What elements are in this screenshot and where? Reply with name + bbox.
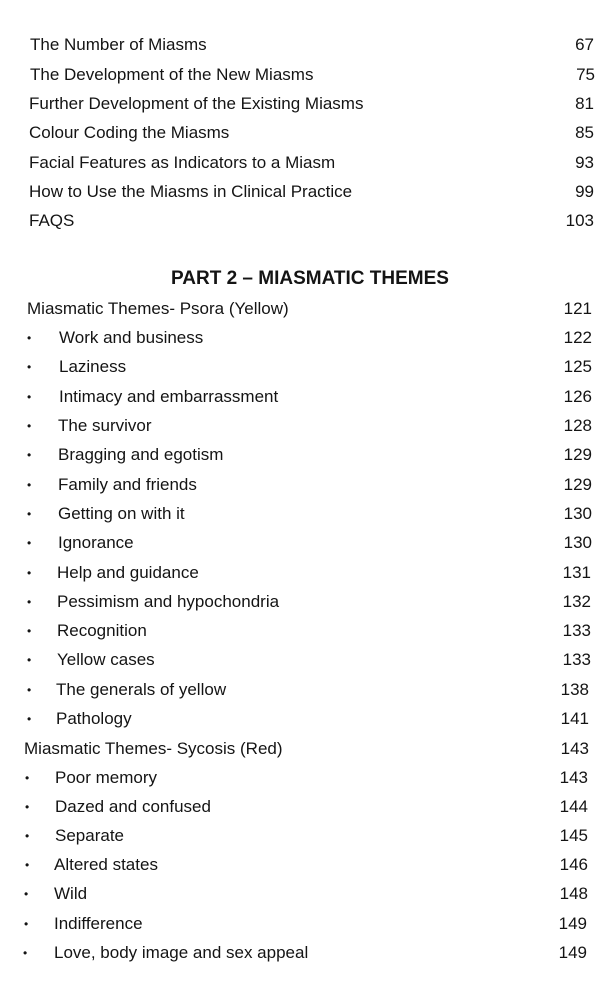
toc-entry-page: 67 <box>575 35 594 54</box>
toc-subentry-page: 141 <box>560 709 589 728</box>
toc-subentry-page: 133 <box>562 650 591 669</box>
toc-entry-page: 99 <box>575 182 594 201</box>
toc-subentry-title: Ignorance <box>58 533 134 552</box>
toc-subentry-title: Family and friends <box>58 475 197 494</box>
toc-subentry-page: 138 <box>560 680 589 699</box>
toc-subentry-title: Intimacy and embarrassment <box>59 387 279 406</box>
bullet-icon: • <box>27 507 32 521</box>
toc-entry-title: Colour Coding the Miasms <box>29 123 230 142</box>
toc-subentry <box>0 765 600 791</box>
toc-subentry-page: 144 <box>559 797 588 816</box>
toc-subentry-title: Love, body image and sex appeal <box>54 943 309 962</box>
toc-entry <box>0 179 600 205</box>
bullet-icon: • <box>27 478 32 492</box>
bullet-icon: • <box>25 829 30 843</box>
toc-subentry <box>0 560 600 586</box>
toc-entry <box>0 62 600 88</box>
toc-subentry-title: Dazed and confused <box>55 797 211 816</box>
toc-subentry-title: Poor memory <box>55 768 158 787</box>
bullet-icon: • <box>27 536 32 550</box>
toc-subentry <box>0 472 600 498</box>
toc-subentry-page: 130 <box>563 504 592 523</box>
bullet-icon: • <box>27 419 32 433</box>
toc-subentry <box>0 677 600 703</box>
toc-subentry-title: Recognition <box>57 621 147 640</box>
toc-subentry-title: Pathology <box>56 709 132 728</box>
toc-subentry <box>0 706 600 732</box>
toc-entry <box>0 120 600 146</box>
toc-subentry-title: Help and guidance <box>57 563 199 582</box>
bullet-icon: • <box>27 624 32 638</box>
bullet-icon: • <box>27 360 32 374</box>
toc-subentry-page: 148 <box>559 884 588 903</box>
part-heading: PART 2 – MIASMATIC THEMES <box>171 268 449 289</box>
toc-subentry <box>0 647 600 673</box>
section-title: Miasmatic Themes- Psora (Yellow) <box>27 299 289 318</box>
toc-subentry-title: The generals of yellow <box>56 680 227 699</box>
toc-subentry-page: 146 <box>559 855 588 874</box>
toc-subentry-title: Separate <box>55 826 124 845</box>
toc-subentry-title: The survivor <box>58 416 152 435</box>
toc-entry-title: Further Development of the Existing Miasms <box>29 94 364 113</box>
toc-subentry <box>0 501 600 527</box>
toc-subentry <box>0 530 600 556</box>
toc-subentry-page: 131 <box>562 563 591 582</box>
toc-subentry-page: 129 <box>563 475 592 494</box>
toc-subentry <box>0 852 600 878</box>
bullet-icon: • <box>27 595 32 609</box>
toc-subentry-title: Wild <box>54 884 88 903</box>
toc-subentry-title: Bragging and egotism <box>58 445 224 464</box>
section-heading-psora <box>0 296 600 322</box>
toc-entry <box>0 208 600 234</box>
section-page: 121 <box>563 299 592 318</box>
toc-subentry-page: 126 <box>563 387 592 406</box>
bullet-icon: • <box>27 390 32 404</box>
section-page: 143 <box>560 739 589 758</box>
toc-subentry-page: 149 <box>558 943 587 962</box>
bullet-icon: • <box>27 653 32 667</box>
toc-subentry-page: 149 <box>558 914 587 933</box>
toc-entry-title: Facial Features as Indicators to a Miasm <box>29 153 336 172</box>
toc-entry-title: The Number of Miasms <box>30 35 207 54</box>
toc-subentry <box>0 413 600 439</box>
bullet-icon: • <box>27 331 32 345</box>
toc-subentry <box>0 881 600 907</box>
bullet-icon: • <box>23 946 28 960</box>
section-heading-sycosis <box>0 736 600 762</box>
bullet-icon: • <box>24 887 29 901</box>
toc-entry-page: 93 <box>575 153 594 172</box>
toc-subentry-page: 132 <box>562 592 591 611</box>
toc-subentry <box>0 384 600 410</box>
toc-subentry-title: Getting on with it <box>58 504 185 523</box>
toc-subentry-page: 128 <box>563 416 592 435</box>
toc-subentry <box>0 794 600 820</box>
toc-entry-title: The Development of the New Miasms <box>30 65 314 84</box>
toc-entry <box>0 91 600 117</box>
toc-subentry <box>0 589 600 615</box>
toc-subentry <box>0 911 600 937</box>
toc-subentry <box>0 823 600 849</box>
toc-subentry <box>0 325 600 351</box>
bullet-icon: • <box>27 683 32 697</box>
toc-entry-page: 103 <box>565 211 594 230</box>
toc-subentry-title: Indifference <box>54 914 143 933</box>
toc-subentry-page: 125 <box>563 357 592 376</box>
bullet-icon: • <box>27 712 32 726</box>
section-title: Miasmatic Themes- Sycosis (Red) <box>24 739 283 758</box>
toc-entry <box>0 32 600 58</box>
bullet-icon: • <box>25 800 30 814</box>
toc-subentry-page: 130 <box>563 533 592 552</box>
toc-entry-page: 81 <box>575 94 594 113</box>
toc-subentry <box>0 940 600 966</box>
toc-entry-page: 75 <box>576 65 595 84</box>
toc-subentry-page: 133 <box>562 621 591 640</box>
bullet-icon: • <box>25 858 30 872</box>
toc-subentry-page: 143 <box>559 768 588 787</box>
toc-subentry-page: 122 <box>563 328 592 347</box>
toc-subentry-page: 145 <box>559 826 588 845</box>
toc-subentry-title: Altered states <box>54 855 158 874</box>
bullet-icon: • <box>27 566 32 580</box>
toc-entry-title: How to Use the Miasms in Clinical Practice <box>29 182 353 201</box>
toc-subentry-title: Work and business <box>59 328 204 347</box>
bullet-icon: • <box>27 448 32 462</box>
toc-subentry-page: 129 <box>563 445 592 464</box>
bullet-icon: • <box>25 771 30 785</box>
toc-entry-page: 85 <box>575 123 594 142</box>
toc-subentry-title: Pessimism and hypochondria <box>57 592 280 611</box>
toc-subentry-title: Yellow cases <box>57 650 155 669</box>
bullet-icon: • <box>24 917 29 931</box>
toc-entry-title: FAQS <box>29 211 75 230</box>
toc-subentry <box>0 618 600 644</box>
toc-subentry <box>0 354 600 380</box>
toc-subentry <box>0 442 600 468</box>
toc-subentry-title: Laziness <box>59 357 127 376</box>
toc-entry <box>0 150 600 176</box>
